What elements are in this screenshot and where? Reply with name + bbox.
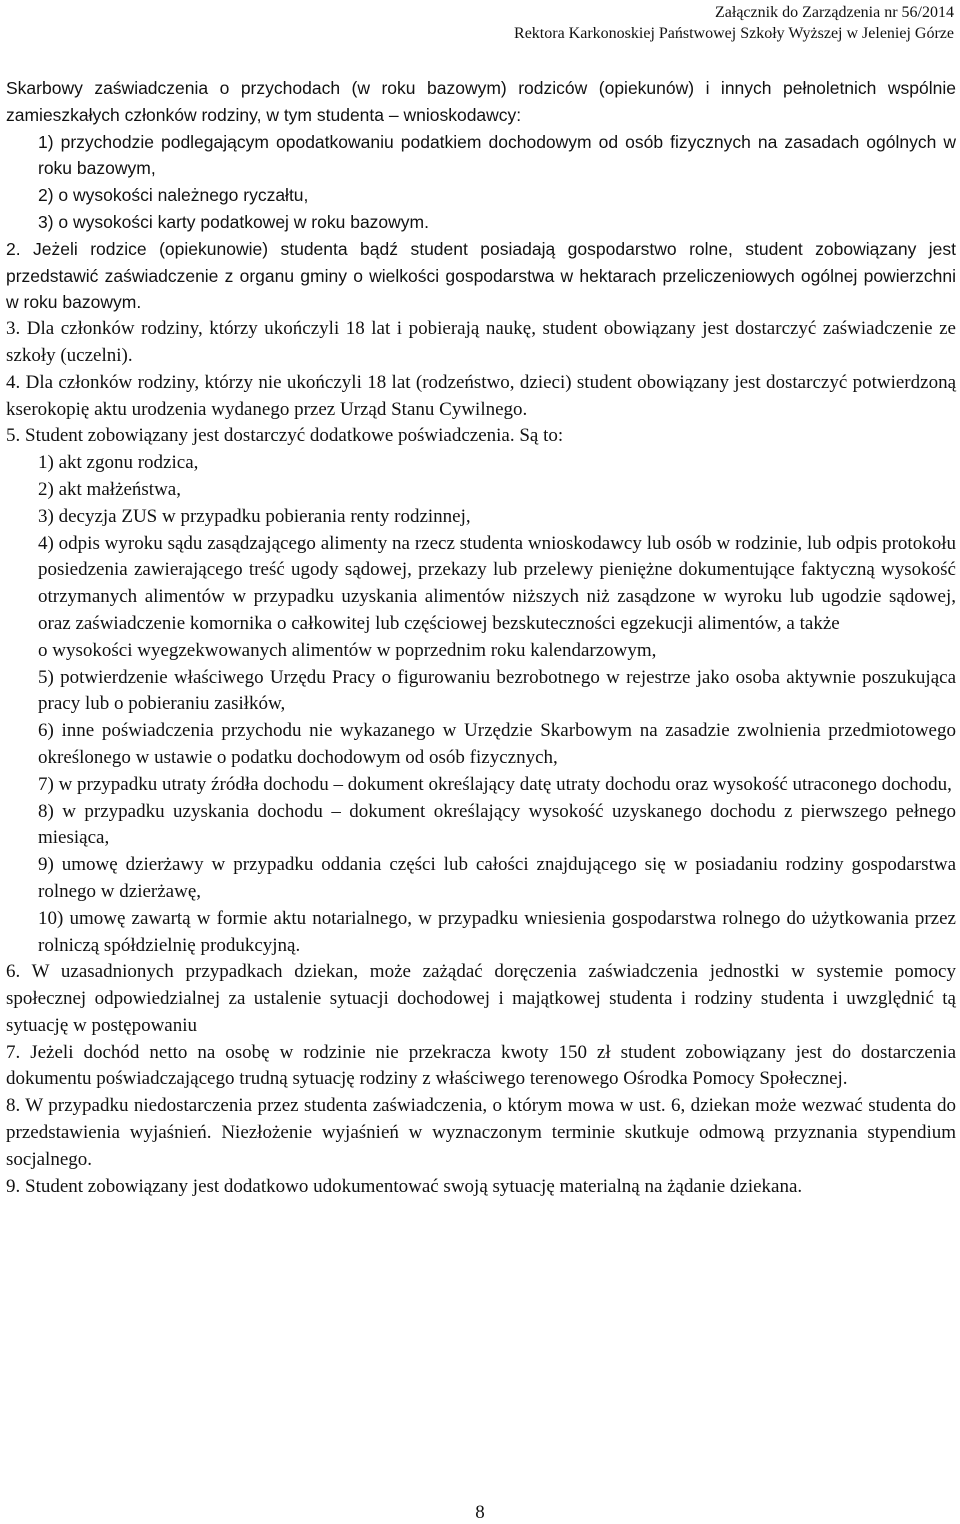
list-item-5-5: 5) potwierdzenie właściwego Urzędu Pracy o figurowaniu bezrobotnego w rejestrze jako osoba aktywnie poszukująca pracy lub o pobieraniu zasiłków, xyxy=(38,666,956,715)
list-item-2: 2) o wysokości należnego ryczałtu, xyxy=(38,185,309,206)
list-item-5-1: 1) akt zgonu rodzica, xyxy=(38,452,199,474)
paragraph-intro: Skarbowy zaświadczenia o przychodach (w roku bazowym) rodziców (opiekunów) i innych pełnoletnich wspólnie zamieszkałych członków rodziny, w tym studenta – wnioskodawcy: xyxy=(6,78,956,125)
paragraph-5: 5. Student zobowiązany jest dostarczyć dodatkowe poświadczenia. Są to: xyxy=(6,425,564,447)
paragraph-8: 8. W przypadku niedostarczenia przez studenta zaświadczenia, o którym mowa w ust. 6, dziekan może wezwać studenta do przedstawienia wyjaśnień. Niezłożenie wyjaśnień w wyznaczonym terminie skutkuje odmową przyznania stypendium socjalnego. xyxy=(6,1095,956,1170)
list-item-5-6: 6) inne poświadczenia przychodu nie wykazanego w Urzędzie Skarbowym na zasadzie zwolnienia przedmiotowego określonego w ustawie o podatku dochodowym od osób fizycznych, xyxy=(38,720,956,768)
paragraph-4: 4. Dla członków rodziny, którzy nie ukończyli 18 lat (rodzeństwo, dzieci) student obowiązany jest dostarczyć potwierdzoną kserokopię aktu urodzenia wydanego przez Urząd Stanu Cywilnego. xyxy=(6,371,956,420)
list-item-5-9: 9) umowę dzierżawy w przypadku oddania części lub całości znajdującego się w posiadaniu rodziny gospodarstwa rolnego w dzierżawę, xyxy=(38,854,956,902)
paragraph-3: 3. Dla członków rodziny, którzy ukończyli 18 lat i pobierają naukę, student obowiązany jest dostarczyć zaświadczenie ze szkoły (uczelni). xyxy=(6,318,956,366)
list-item-5-8: 8) w przypadku uzyskania dochodu – dokument określający wysokość uzyskanego dochodu z pierwszego pełnego miesiąca, xyxy=(38,800,956,849)
header-line-1: Załącznik do Zarządzenia nr 56/2014 xyxy=(715,4,954,21)
list-item-3: 3) o wysokości karty podatkowej w roku bazowym. xyxy=(38,211,429,232)
list-item-5-4-continued: o wysokości wyegzekwowanych alimentów w poprzednim roku kalendarzowym, xyxy=(38,639,657,661)
list-item-1: 1) przychodzie podlegającym opodatkowaniu podatkiem dochodowym od osób fizycznych na zasadach ogólnych w roku bazowym, xyxy=(38,131,956,179)
list-item-5-2: 2) akt małżeństwa, xyxy=(38,478,181,500)
document-body xyxy=(6,75,956,1200)
paragraph-7: 7. Jeżeli dochód netto na osobę w rodzinie nie przekracza kwoty 150 zł student zobowiązany jest do dostarczenia dokumentu poświadczającego trudną sytuację rodziny z właściwego terenowego Ośrodka Pomocy Społecznej. xyxy=(6,1041,956,1090)
list-item-5-10: 10) umowę zawartą w formie aktu notarialnego, w przypadku wniesienia gospodarstwa rolnego do użytkowania przez rolniczą spółdzielnię produkcyjną. xyxy=(38,907,956,956)
paragraph-2: 2. Jeżeli rodzice (opiekunowie) studenta bądź student posiadają gospodarstwo rolne, student zobowiązany jest przedstawić zaświadczenie z organu gminy o wielkości gospodarstwa w hektarach przeliczeniowych ogólnej powierzchni w roku bazowym. xyxy=(6,238,956,313)
page-number: 8 xyxy=(475,1502,485,1523)
paragraph-9: 9. Student zobowiązany jest dodatkowo udokumentować swoją sytuację materialną na żądanie dziekana. xyxy=(6,1175,803,1197)
list-item-5-4: 4) odpis wyroku sądu zasądzającego alimenty na rzecz studenta wnioskodawcy lub osób w rodzinie, lub odpis protokołu posiedzenia zawierającego treść ugody sądowej, przekazy lub przelewy pieniężne dokumentujące faktyczną wysokość otrzymanych alimentów w przypadku uzyskania alimentów niższych niż zasądzone w wyroku lub ugodzie sądowej, oraz zaświadczenie komornika o całkowitej lub częściowej bezskuteczności egzekucji alimentów, a także xyxy=(38,532,956,634)
list-item-5-7: 7) w przypadku utraty źródła dochodu – dokument określający datę utraty dochodu oraz wysokość utraconego dochodu, xyxy=(38,773,952,795)
header-line-2: Rektora Karkonoskiej Państwowej Szkoły Wyższej w Jeleniej Górze xyxy=(514,25,954,42)
document-header xyxy=(514,2,954,44)
list-item-5-3: 3) decyzja ZUS w przypadku pobierania renty rodzinnej, xyxy=(38,505,471,527)
paragraph-6: 6. W uzasadnionych przypadkach dziekan, może zażądać doręczenia zaświadczenia jednostki w systemie pomocy społecznej odpowiedzialnej za ustalenie sytuacji dochodowej i majątkowej studenta i rodziny studenta i uwzględnić tą sytuację w postępowaniu xyxy=(6,961,956,1036)
